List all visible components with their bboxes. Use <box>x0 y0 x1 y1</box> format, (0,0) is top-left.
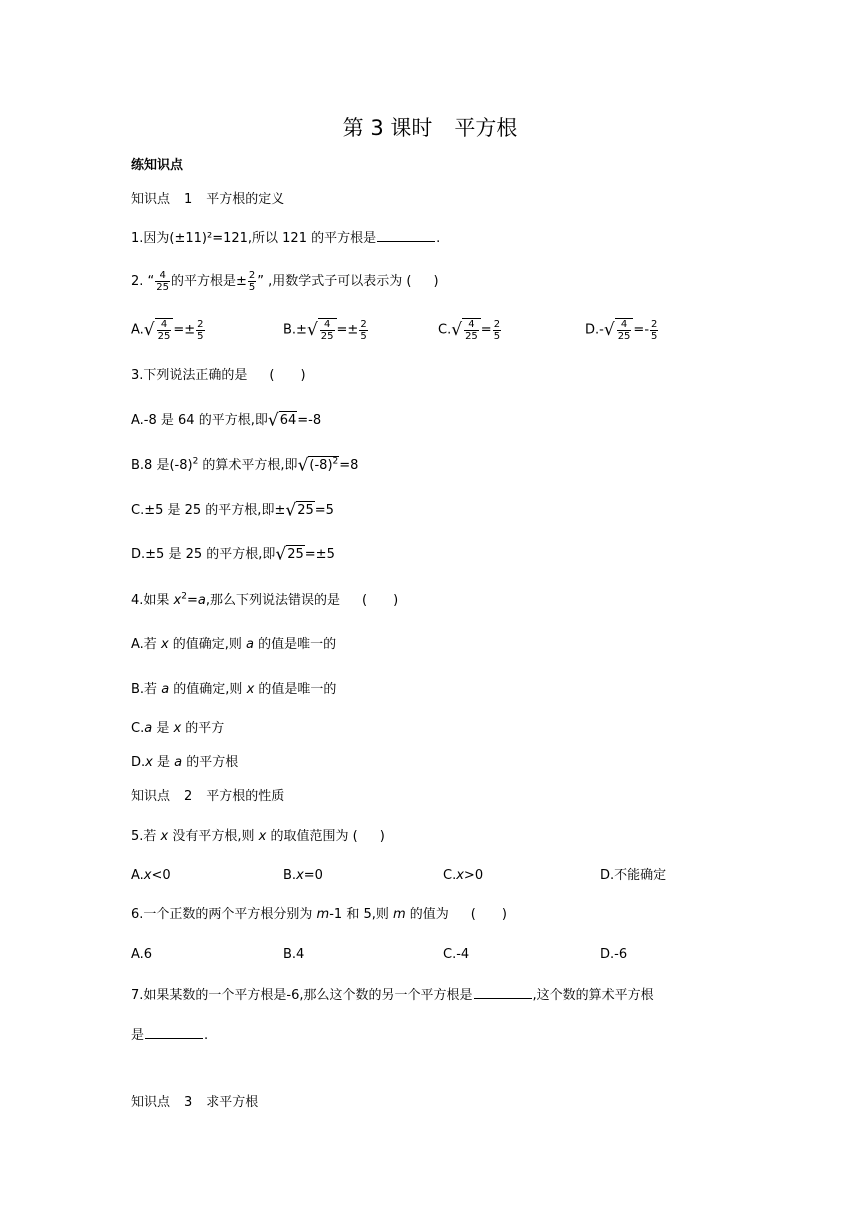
fraction <box>493 319 501 342</box>
answer-blank[interactable] <box>145 1026 203 1039</box>
frac-denominator: 25 <box>320 331 334 342</box>
var-x: x <box>173 593 182 608</box>
variable: x <box>160 637 169 652</box>
q6-paren-close: ) <box>501 907 507 922</box>
equals: = <box>186 593 198 608</box>
radical-sign: √ <box>603 320 615 340</box>
option-text: B.8 是(-8) <box>131 458 193 473</box>
q5-text: 没有平方根,则 <box>168 829 259 844</box>
option-label: B. <box>283 868 297 883</box>
option-label: D.- <box>585 322 604 338</box>
sqrt <box>285 501 314 520</box>
variable: x <box>145 755 153 770</box>
q2-post: ” ,用数学式子可以表示为 ( <box>257 274 412 289</box>
option-text: C. <box>131 721 145 736</box>
q4-post: ,那么下列说法错误的是 <box>205 593 340 608</box>
variable: a <box>161 682 170 697</box>
radicand <box>308 456 339 475</box>
option-d[interactable] <box>585 318 659 342</box>
practice-heading: 练知识点 <box>131 158 184 173</box>
question-7-cont <box>131 1026 208 1045</box>
frac-numerator: 4 <box>320 319 335 331</box>
radicand: 64 <box>279 413 297 428</box>
radical-sign: √ <box>275 544 287 565</box>
option-a[interactable] <box>131 411 321 430</box>
kp-number: 3 <box>184 1095 193 1110</box>
radicand <box>155 318 174 342</box>
sqrt <box>307 318 337 342</box>
variable: x <box>173 721 182 736</box>
q7-text: 7.如果某数的一个平方根是-6,那么这个数的另一个平方根是 <box>131 988 473 1003</box>
option-d[interactable] <box>600 867 666 885</box>
sqrt <box>298 456 340 475</box>
knowledge-point-2 <box>131 788 284 806</box>
variable: x <box>296 868 304 883</box>
q6-text: -1 和 5,则 <box>329 907 393 922</box>
option-b[interactable] <box>131 681 336 699</box>
frac-numerator: 2 <box>651 318 658 330</box>
option-text: A.若 <box>131 637 161 652</box>
equals: = <box>480 322 492 338</box>
sqrt <box>451 318 481 342</box>
option-c[interactable] <box>443 867 483 885</box>
option-b[interactable]: B.4 <box>283 947 305 962</box>
q4-paren-open: ( <box>362 593 368 608</box>
option-text: 的值确定,则 <box>168 637 247 652</box>
question-3 <box>131 367 306 385</box>
option-result: =8 <box>339 458 359 473</box>
radical-sign: √ <box>297 455 309 476</box>
question-1 <box>131 229 440 248</box>
radicand: 25 <box>297 503 314 518</box>
option-text: <0 <box>151 868 171 883</box>
q5-close: ) <box>379 829 385 844</box>
option-text: D.±5 是 25 的平方根,即 <box>131 547 276 562</box>
option-text: =0 <box>303 868 323 883</box>
option-d[interactable]: D.-6 <box>600 947 628 962</box>
option-text: 是 <box>152 721 174 736</box>
var-a: a <box>197 593 206 608</box>
option-text: 的值是唯一的 <box>254 637 337 652</box>
option-a[interactable] <box>131 318 206 342</box>
option-result: =-8 <box>297 413 322 428</box>
frac-numerator: 2 <box>360 318 367 330</box>
q4-pre: 4.如果 <box>131 593 174 608</box>
variable: m <box>392 907 406 922</box>
variable: a <box>246 637 255 652</box>
fraction <box>320 319 335 342</box>
radicand-base: (-8) <box>309 458 333 473</box>
kp-number: 1 <box>184 192 193 207</box>
q2-pre: 2. “ <box>131 274 155 289</box>
page-title <box>0 114 860 142</box>
fraction <box>617 319 632 342</box>
radical-sign: √ <box>451 320 463 340</box>
frac-numerator: 4 <box>157 319 172 331</box>
option-a[interactable] <box>131 867 171 885</box>
option-text: D. <box>131 755 146 770</box>
option-text: D.不能确定 <box>600 868 667 883</box>
q7-end: . <box>204 1028 209 1043</box>
q6-text: 6.一个正数的两个平方根分别为 <box>131 907 317 922</box>
exponent: 2 <box>181 591 187 602</box>
kp-name: 求平方根 <box>206 1095 259 1110</box>
frac-denominator: 5 <box>493 330 501 342</box>
radicand <box>318 318 337 342</box>
option-result: =5 <box>314 503 334 518</box>
variable: m <box>316 907 330 922</box>
option-text: 的值确定,则 <box>169 682 247 697</box>
option-c[interactable] <box>438 318 502 342</box>
radicand: 25 <box>287 547 304 562</box>
q2-close: ) <box>433 274 439 289</box>
question-5 <box>131 828 385 846</box>
radical-sign: √ <box>285 500 297 521</box>
q3-text: 3.下列说法正确的是 <box>131 368 248 383</box>
radical-sign: √ <box>143 320 155 340</box>
fraction <box>155 270 170 293</box>
variable: x <box>456 868 464 883</box>
q7-text: ,这个数的算术平方根 <box>532 988 654 1003</box>
frac-denominator: 25 <box>465 331 478 342</box>
knowledge-point-1 <box>131 191 284 209</box>
kp-name: 平方根的性质 <box>206 789 285 804</box>
frac-numerator: 4 <box>617 319 632 331</box>
frac-denominator: 25 <box>156 282 170 293</box>
frac-denominator: 5 <box>197 330 204 342</box>
equals: =± <box>336 322 359 338</box>
kp-label: 知识点 <box>131 192 171 207</box>
option-b[interactable] <box>283 867 323 885</box>
option-text: 的平方 <box>181 721 225 736</box>
kp-label: 知识点 <box>131 789 171 804</box>
frac-denominator: 5 <box>360 330 367 342</box>
radicand <box>615 318 634 342</box>
q1-end: . <box>436 231 441 246</box>
sqrt <box>144 318 174 342</box>
fraction <box>248 270 256 293</box>
question-6 <box>131 906 507 924</box>
answer-blank[interactable] <box>474 986 532 999</box>
fraction <box>359 319 367 342</box>
fraction <box>650 319 658 342</box>
frac-numerator: 2 <box>197 318 204 330</box>
q7-text: 是 <box>131 1028 145 1043</box>
frac-denominator: 5 <box>651 330 658 342</box>
option-label: C. <box>443 868 457 883</box>
radical-sign: √ <box>267 410 279 431</box>
variable: x <box>258 829 267 844</box>
option-d[interactable] <box>131 545 335 564</box>
q4-paren-close: ) <box>393 593 399 608</box>
q3-paren-close: ) <box>300 368 306 383</box>
sqrt <box>275 545 304 564</box>
option-b[interactable] <box>283 318 369 342</box>
equals: =± <box>173 322 196 338</box>
frac-numerator: 2 <box>493 318 501 330</box>
frac-numerator: 2 <box>248 270 256 281</box>
equals: =- <box>633 322 650 338</box>
variable: a <box>174 755 183 770</box>
option-label: B.± <box>283 322 307 338</box>
frac-denominator: 25 <box>157 331 171 342</box>
radicand <box>462 318 481 342</box>
radical-sign: √ <box>306 320 318 340</box>
variable: x <box>246 682 255 697</box>
variable: a <box>144 721 153 736</box>
option-c[interactable] <box>131 720 224 738</box>
option-label: A. <box>131 868 144 883</box>
kp-label: 知识点 <box>131 1095 171 1110</box>
question-2 <box>131 270 439 293</box>
q3-paren-open: ( <box>269 368 275 383</box>
kp-name: 平方根的定义 <box>206 192 285 207</box>
fraction <box>157 319 172 342</box>
title-topic: 平方根 <box>454 116 518 140</box>
option-text: >0 <box>463 868 484 883</box>
frac-denominator: 25 <box>617 331 631 342</box>
option-text: 是 <box>152 755 175 770</box>
kp-number: 2 <box>184 789 193 804</box>
frac-numerator: 4 <box>155 270 170 282</box>
q5-text: 5.若 <box>131 829 161 844</box>
title-lesson: 第 3 课时 <box>342 116 433 140</box>
option-text: A.-8 是 64 的平方根,即 <box>131 413 268 428</box>
answer-blank[interactable] <box>377 229 435 242</box>
option-text: 的平方根 <box>182 755 239 770</box>
sqrt <box>268 411 297 430</box>
option-text: 的值是唯一的 <box>254 682 337 697</box>
option-text: B.若 <box>131 682 162 697</box>
fraction <box>196 319 204 342</box>
variable: x <box>160 829 169 844</box>
question-7 <box>131 986 654 1005</box>
option-label: C. <box>438 322 452 338</box>
q1-text: 1.因为(±11)²=121,所以 121 的平方根是 <box>131 231 377 246</box>
option-label: A. <box>131 322 144 338</box>
q6-paren-open: ( <box>470 907 476 922</box>
option-c[interactable]: C.-4 <box>443 947 470 962</box>
frac-numerator: 4 <box>464 319 479 331</box>
variable: x <box>143 868 152 883</box>
option-b[interactable] <box>131 456 358 475</box>
option-result: =±5 <box>304 547 335 562</box>
option-a[interactable]: A.6 <box>131 947 153 962</box>
q5-text: 的取值范围为 ( <box>266 829 358 844</box>
question-4 <box>131 592 398 610</box>
exponent: 2 <box>192 456 199 467</box>
fraction <box>464 319 479 342</box>
option-c[interactable] <box>131 501 334 520</box>
frac-denominator: 5 <box>248 282 256 293</box>
knowledge-point-3 <box>131 1094 258 1112</box>
option-text-mid: 的算术平方根,即 <box>198 458 298 473</box>
option-d[interactable] <box>131 754 238 772</box>
sqrt <box>604 318 634 342</box>
option-text: C.±5 是 25 的平方根,即± <box>131 503 286 518</box>
exponent: 2 <box>332 456 339 467</box>
q6-text: 的值为 <box>405 907 449 922</box>
option-a[interactable] <box>131 636 336 654</box>
q2-mid: 的平方根是± <box>171 274 247 289</box>
